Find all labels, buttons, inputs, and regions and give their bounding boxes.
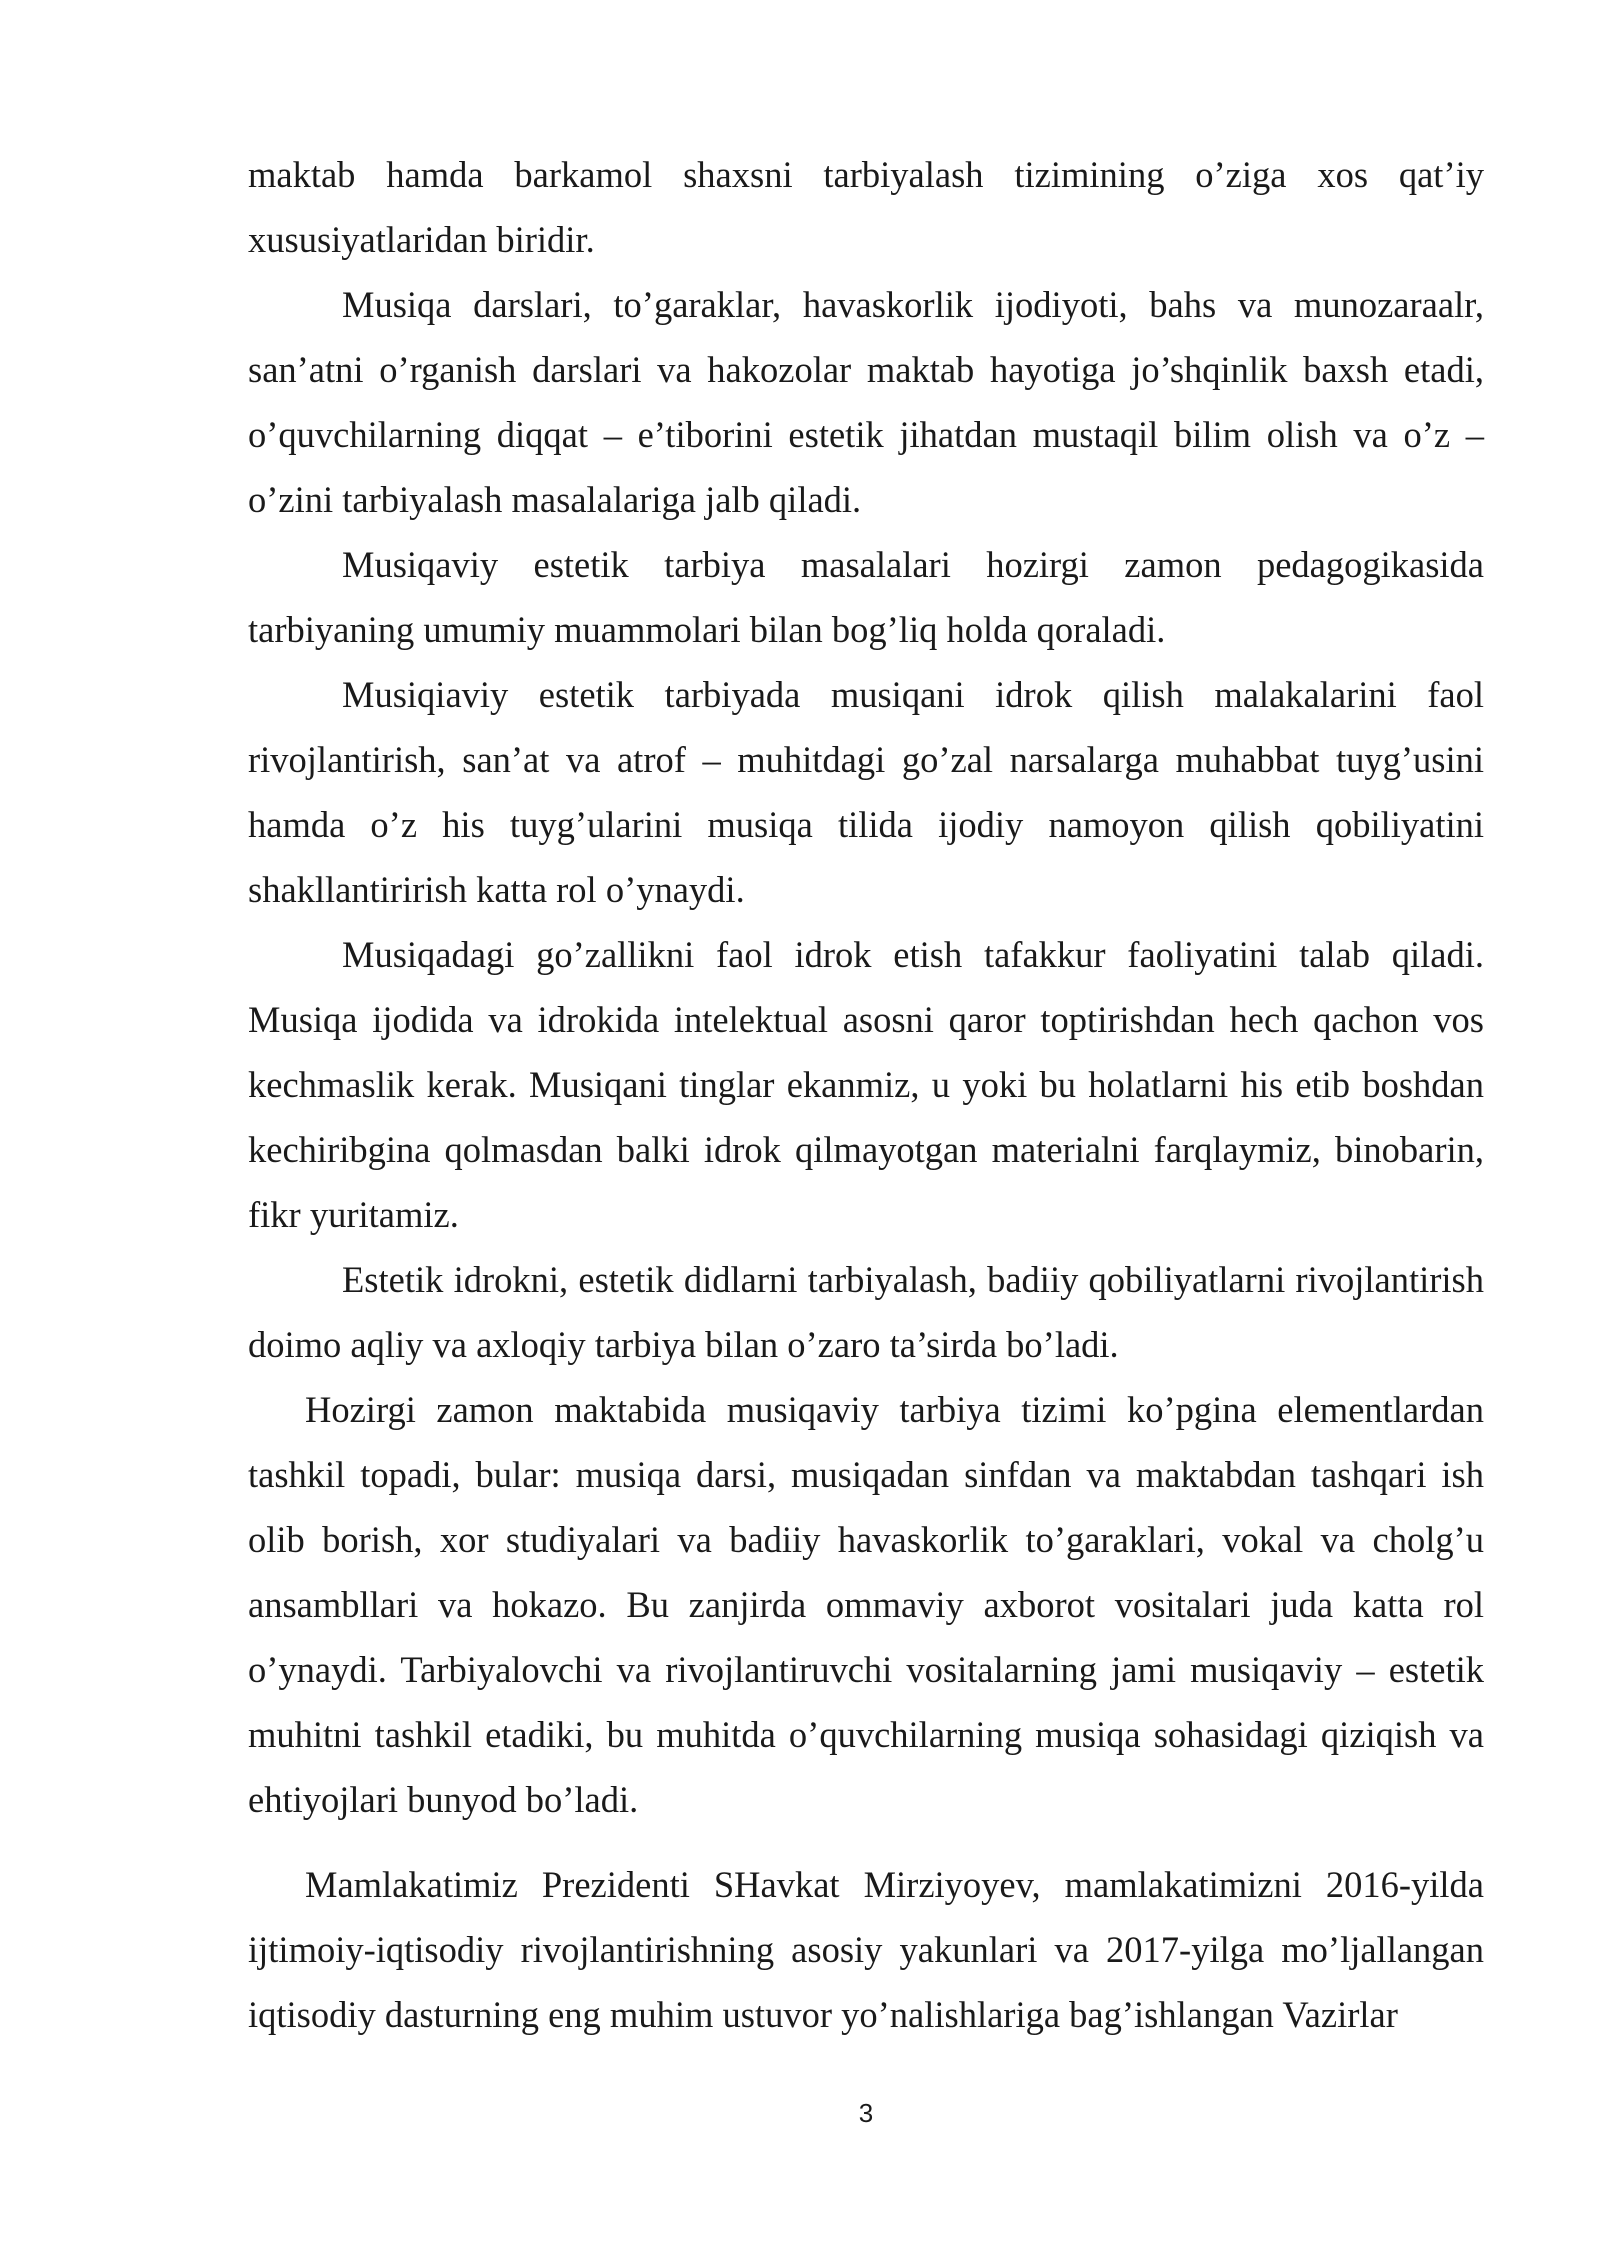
paragraph-music-lessons: Musiqa darslari, to’garaklar, havaskorlik ijodiyoti, bahs va munozaraalr, san’atni o’rganish darslari va hakozolar maktab hayotiga jo’shqinlik baxsh etadi, o’quvchilarning diqqat – e’tiborini estetik jihatdan mustaqil bilim olish va o’z – o’zini tarbiyalash masalalariga jalb qiladi. [248,284,1484,520]
paragraph-music-perception: Musiqiaviy estetik tarbiyada musiqani idrok qilish malakalarini faol rivojlantirish, san’at va atrof – muhitdagi go’zal narsalarga muhabbat tuyg’usini hamda o’z his tuyg’ularini musiqa tilida ijodiy namoyon qilish qobiliyatini shakllantirirish katta rol o’ynaydi. [248,674,1484,910]
paragraph-beauty-in-music: Musiqadagi go’zallikni faol idrok etish tafakkur faoliyatini talab qiladi. Musiqa ijodida va idrokida intelektual asosni qaror toptirishdan hech qachon vos kechmaslik kerak. Musiqani tinglar ekanmiz, u yoki bu holatlarni his etib boshdan kechiribgina qolmasdan balki idrok qilmayotgan materialni farqlaymiz, binobarin, fikr yuritamiz. [248,934,1484,1235]
page-number: 3 [858,2098,874,2128]
paragraph-president: Mamlakatimiz Prezidenti SHavkat Mirziyoyev, mamlakatimizni 2016-yilda ijtimoiy-iqtisodiy rivojlantirishning asosiy yakunlari va 2017-yilga mo’ljallangan iqtisodiy dasturning eng muhim ustuvor yo’nalishlariga bag’ishlangan Vazirlar [248,1864,1484,2035]
paragraph-continuation: maktab hamda barkamol shaxsni tarbiyalash tizimining o’ziga xos qat’iy xususiyatlaridan biridir. [248,154,1484,260]
paragraph-aesthetic-perception: Estetik idrokni, estetik didlarni tarbiyalash, badiiy qobiliyatlarni rivojlantirish doimo aqliy va axloqiy tarbiya bilan o’zaro ta’sirda bo’ladi. [248,1259,1484,1365]
body-text [248,142,1484,2047]
paragraph-aesthetic-education: Musiqaviy estetik tarbiya masalalari hozirgi zamon pedagogikasida tarbiyaning umumiy muammolari bilan bog’liq holda qoraladi. [248,544,1484,650]
paragraph-modern-school: Hozirgi zamon maktabida musiqaviy tarbiya tizimi ko’pgina elementlardan tashkil topadi, bular: musiqa darsi, musiqadan sinfdan va maktabdan tashqari ish olib borish, xor studiyalari va badiiy havaskorlik to’garaklari, vokal va cholg’u ansambllari va hokazo. Bu zanjirda ommaviy axborot vositalari juda katta rol o’ynaydi. Tarbiyalovchi va rivojlantiruvchi vositalarning jami musiqaviy – estetik muhitni tashkil etadiki, bu muhitda o’quvchilarning musiqa sohasidagi qiziqish va ehtiyojlari bunyod bo’ladi. [248,1389,1484,1820]
